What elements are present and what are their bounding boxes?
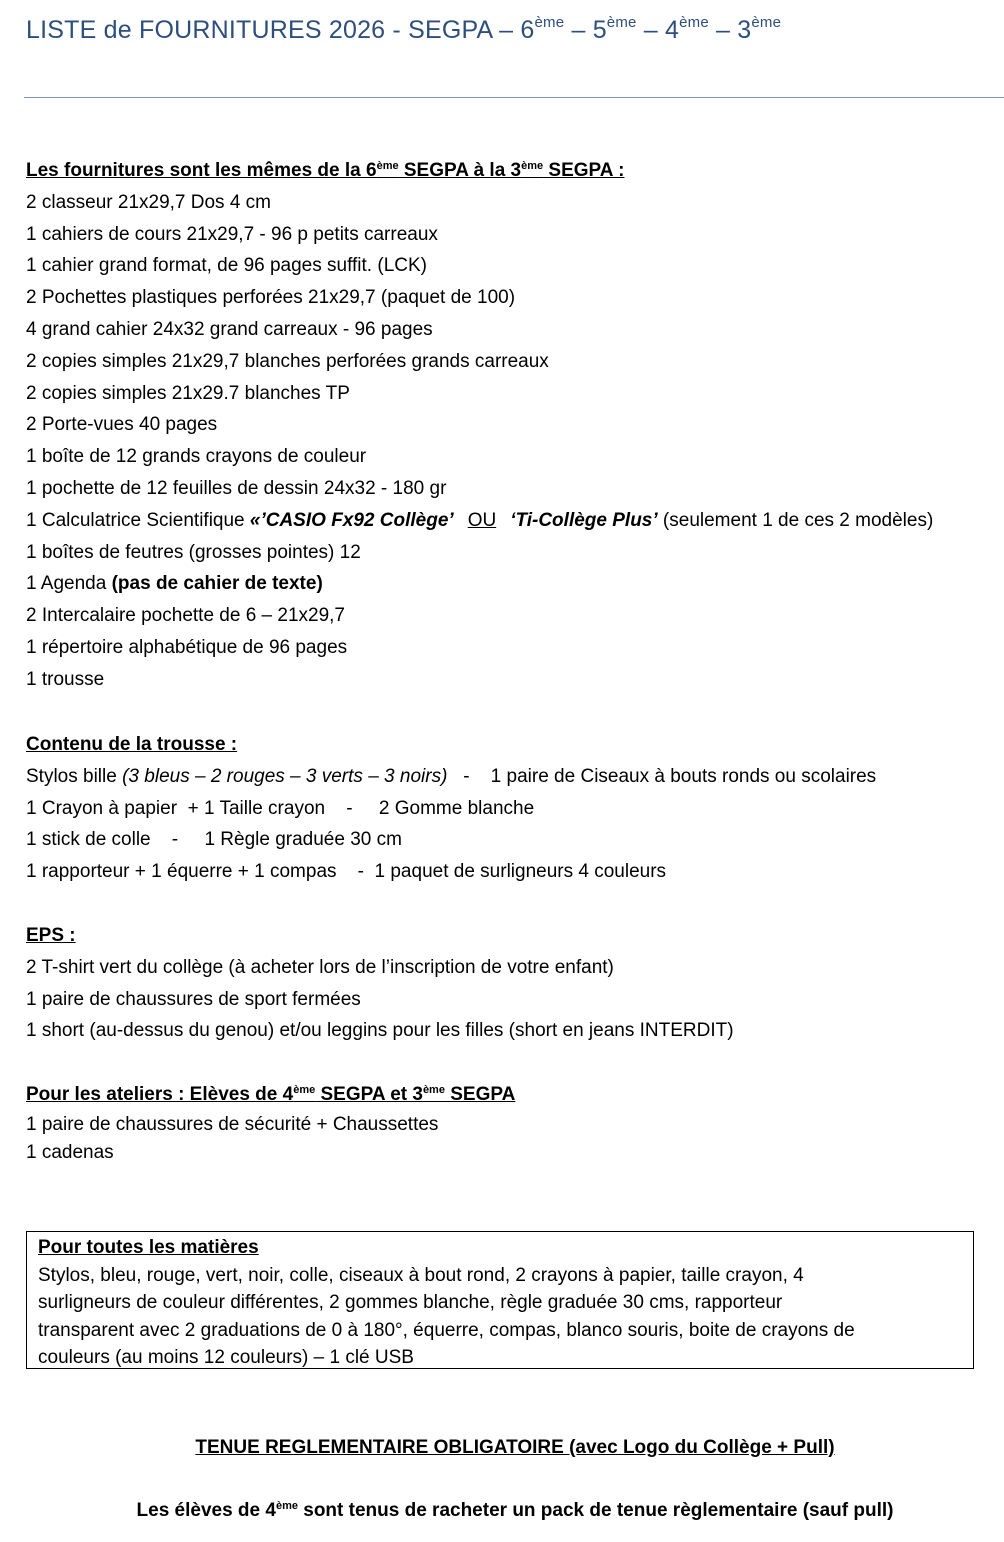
title-divider	[24, 97, 1004, 98]
ateliers-section	[26, 1079, 996, 1167]
list-item: 1 rapporteur + 1 équerre + 1 compas - 1 paquet de surligneurs 4 couleurs	[26, 861, 667, 883]
trousse-heading: Contenu de la trousse :	[26, 734, 238, 755]
list-item: 1 répertoire alphabétique de 96 pages	[26, 636, 348, 658]
list-item: 1 boîtes de feutres (grosses pointes) 12	[26, 541, 361, 563]
list-item: 1 short (au-dessus du genou) et/ou leggins pour les filles (short en jeans INTERDIT)	[26, 1020, 734, 1042]
list-item: 2 Intercalaire pochette de 6 – 21x29,7	[26, 605, 346, 627]
calculator-item: 1 Calculatrice Scientifique «’CASIO Fx92 Collège’ OU ‘Ti-Collège Plus’ (seulement 1 de ces 2 modèles)	[26, 509, 934, 531]
tenue-note: Les élèves de 4ème sont tenus de racheter un pack de tenue règlementaire (sauf pull)	[136, 1500, 894, 1521]
eps-section	[26, 920, 996, 1047]
box-text-line: transparent avec 2 graduations de 0 à 180°, équerre, compas, blanco souris, boite de crayons de	[38, 1319, 855, 1341]
trousse-section	[26, 729, 996, 888]
toutes-matieres-box	[26, 1231, 974, 1369]
toutes-matieres-heading: Pour toutes les matières	[38, 1237, 259, 1258]
agenda-item: 1 Agenda (pas de cahier de texte)	[26, 573, 323, 595]
list-item: Stylos bille (3 bleus – 2 rouges – 3 verts – 3 noirs) - 1 paire de Ciseaux à bouts ronds ou scolaires	[26, 765, 877, 787]
list-item: 4 grand cahier 24x32 grand carreaux - 96 pages	[26, 318, 433, 340]
fournitures-section	[26, 155, 996, 696]
list-item: 1 boîte de 12 grands crayons de couleur	[26, 446, 367, 468]
list-item: 1 paire de chaussures de sécurité + Chaussettes	[26, 1113, 439, 1135]
list-item: 2 Porte-vues 40 pages	[26, 414, 218, 436]
box-text-line: Stylos, bleu, rouge, vert, noir, colle, ciseaux à bout rond, 2 crayons à papier, taille crayon, 4	[38, 1264, 804, 1286]
list-item: 2 T-shirt vert du collège (à acheter lors de l’inscription de votre enfant)	[26, 956, 614, 978]
list-item: 1 Crayon à papier + 1 Taille crayon - 2 Gomme blanche	[26, 797, 535, 819]
list-item: 1 cahier grand format, de 96 pages suffit. (LCK)	[26, 255, 427, 277]
page-title: LISTE de FOURNITURES 2026 - SEGPA – 6ème – 5ème – 4ème – 3ème	[26, 14, 782, 44]
eps-heading: EPS :	[26, 925, 76, 946]
list-item: 1 stick de colle - 1 Règle graduée 30 cm	[26, 829, 402, 851]
list-item: 1 cahiers de cours 21x29,7 - 96 p petits carreaux	[26, 223, 438, 245]
box-text-line: couleurs (au moins 12 couleurs) – 1 clé USB	[38, 1347, 414, 1369]
list-item: 1 trousse	[26, 668, 105, 690]
list-item: 2 copies simples 21x29,7 blanches perforées grands carreaux	[26, 350, 549, 372]
list-item: 2 copies simples 21x29.7 blanches TP	[26, 382, 350, 404]
list-item: 1 pochette de 12 feuilles de dessin 24x32 - 180 gr	[26, 477, 447, 499]
list-item: 2 Pochettes plastiques perforées 21x29,7 (paquet de 100)	[26, 287, 516, 309]
tenue-heading: TENUE REGLEMENTAIRE OBLIGATOIRE (avec Logo du Collège + Pull)	[195, 1437, 835, 1458]
list-item: 1 paire de chaussures de sport fermées	[26, 988, 361, 1010]
list-item: 2 classeur 21x29,7 Dos 4 cm	[26, 191, 272, 213]
list-item: 1 cadenas	[26, 1141, 114, 1163]
ateliers-heading: Pour les ateliers : Elèves de 4ème SEGPA et 3ème SEGPA	[26, 1084, 516, 1105]
fournitures-heading: Les fournitures sont les mêmes de la 6ème SEGPA à la 3ème SEGPA :	[26, 160, 625, 181]
box-text-line: surligneurs de couleur différentes, 2 gommes blanche, règle graduée 30 cms, rapporteur	[38, 1292, 783, 1314]
